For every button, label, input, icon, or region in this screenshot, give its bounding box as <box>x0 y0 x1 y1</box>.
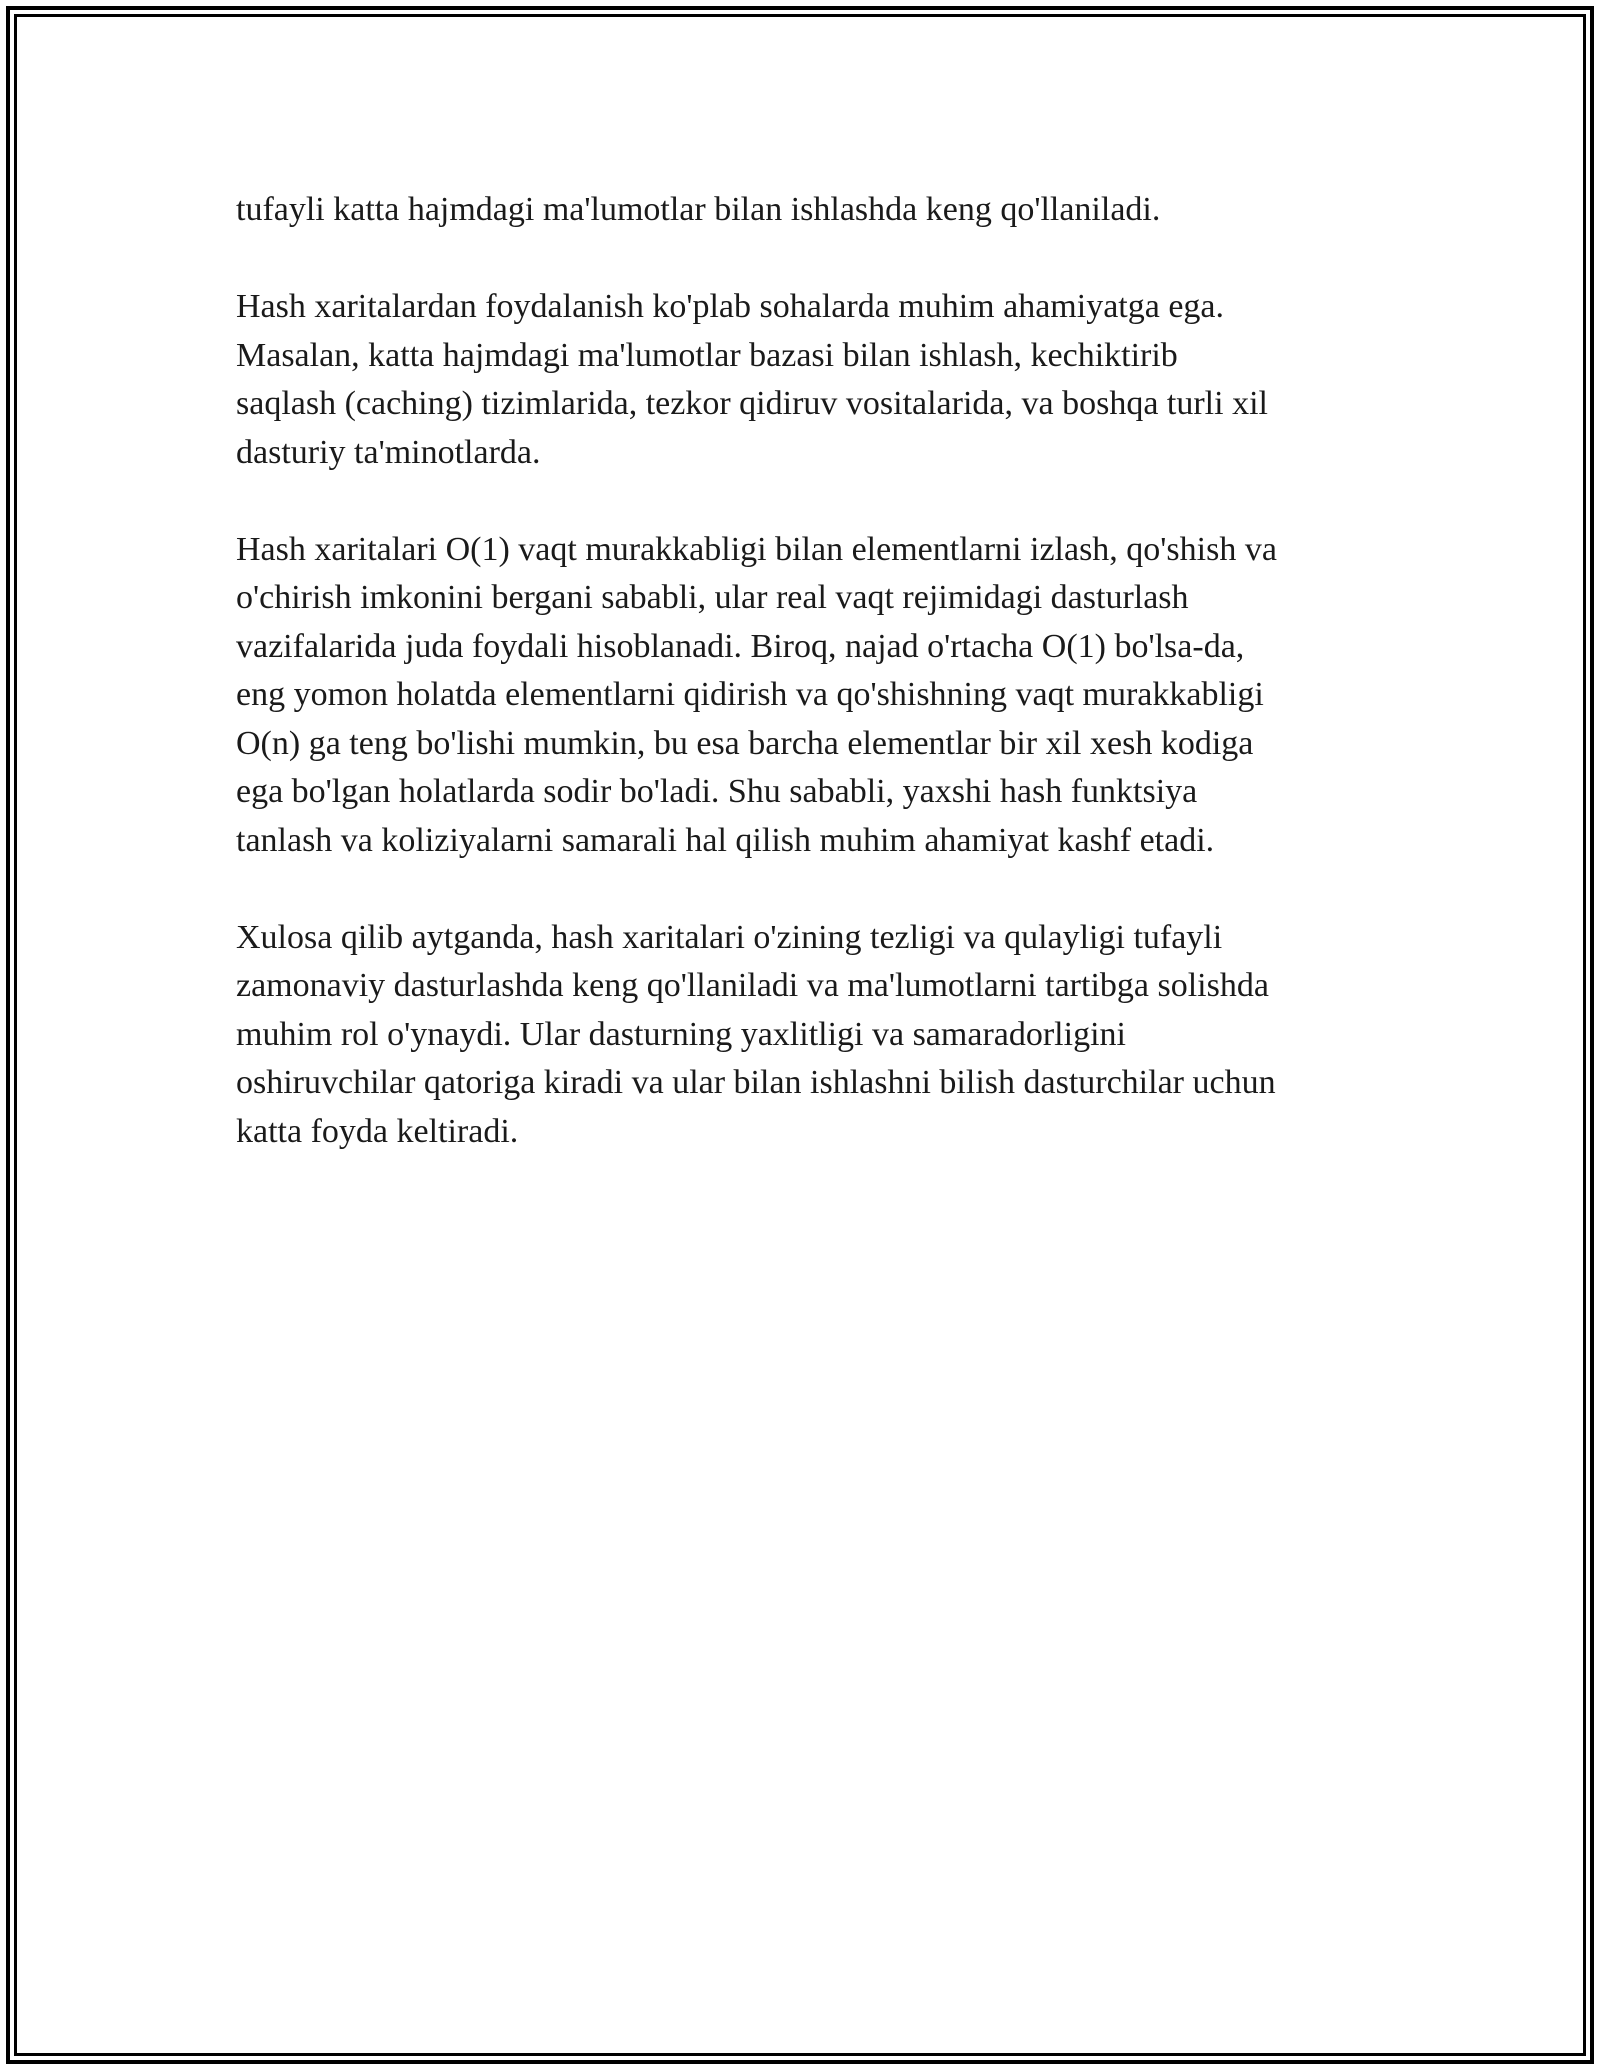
paragraph-usage-areas: Hash xaritalardan foydalanish ko'plab sohalarda muhim ahamiyatga ega. Masalan, katta hajmdagi ma'lumotlar bazasi bilan ishlash, kechiktirib saqlash (caching) tizimlarida, tezkor qidiruv vositalarida, va boshqa turli xil dasturiy ta'minotlarda. <box>236 288 1268 471</box>
paragraph-complexity: Hash xaritalari O(1) vaqt murakkabligi bilan elementlarni izlash, qo'shish va o'chirish imkonini bergani sababli, ular real vaqt rejimidagi dasturlash vazifalarida juda foydali hisoblanadi. Biroq, najad o'rtacha O(1) bo'lsa-da, eng yomon holatda elementlarni qidirish va qo'shishning vaqt murakkabligi O(n) ga teng bo'lishi mumkin, bu esa barcha elementlar bir xil xesh kodiga ega bo'lgan holatlarda sodir bo'ladi. Shu sababli, yaxshi hash funktsiya tanlash va koliziyalarni samarali hal qilish muhim ahamiyat kashf etadi. <box>236 530 1277 859</box>
paragraph-conclusion: Xulosa qilib aytganda, hash xaritalari o'zining tezligi va qulayligi tufayli zamonaviy dasturlashda keng qo'llaniladi va ma'lumotlarni tartibga solishda muhim rol o'ynaydi. Ular dasturning yaxlitligi va samaradorligini oshiruvchilar qatoriga kiradi va ular bilan ishlashni bilish dasturchilar uchun katta foyda keltiradi. <box>236 918 1276 1150</box>
paragraph-continuation: tufayli katta hajmdagi ma'lumotlar bilan ishlashda keng qo'llaniladi. <box>236 191 1161 228</box>
document-body <box>236 186 1366 1205</box>
